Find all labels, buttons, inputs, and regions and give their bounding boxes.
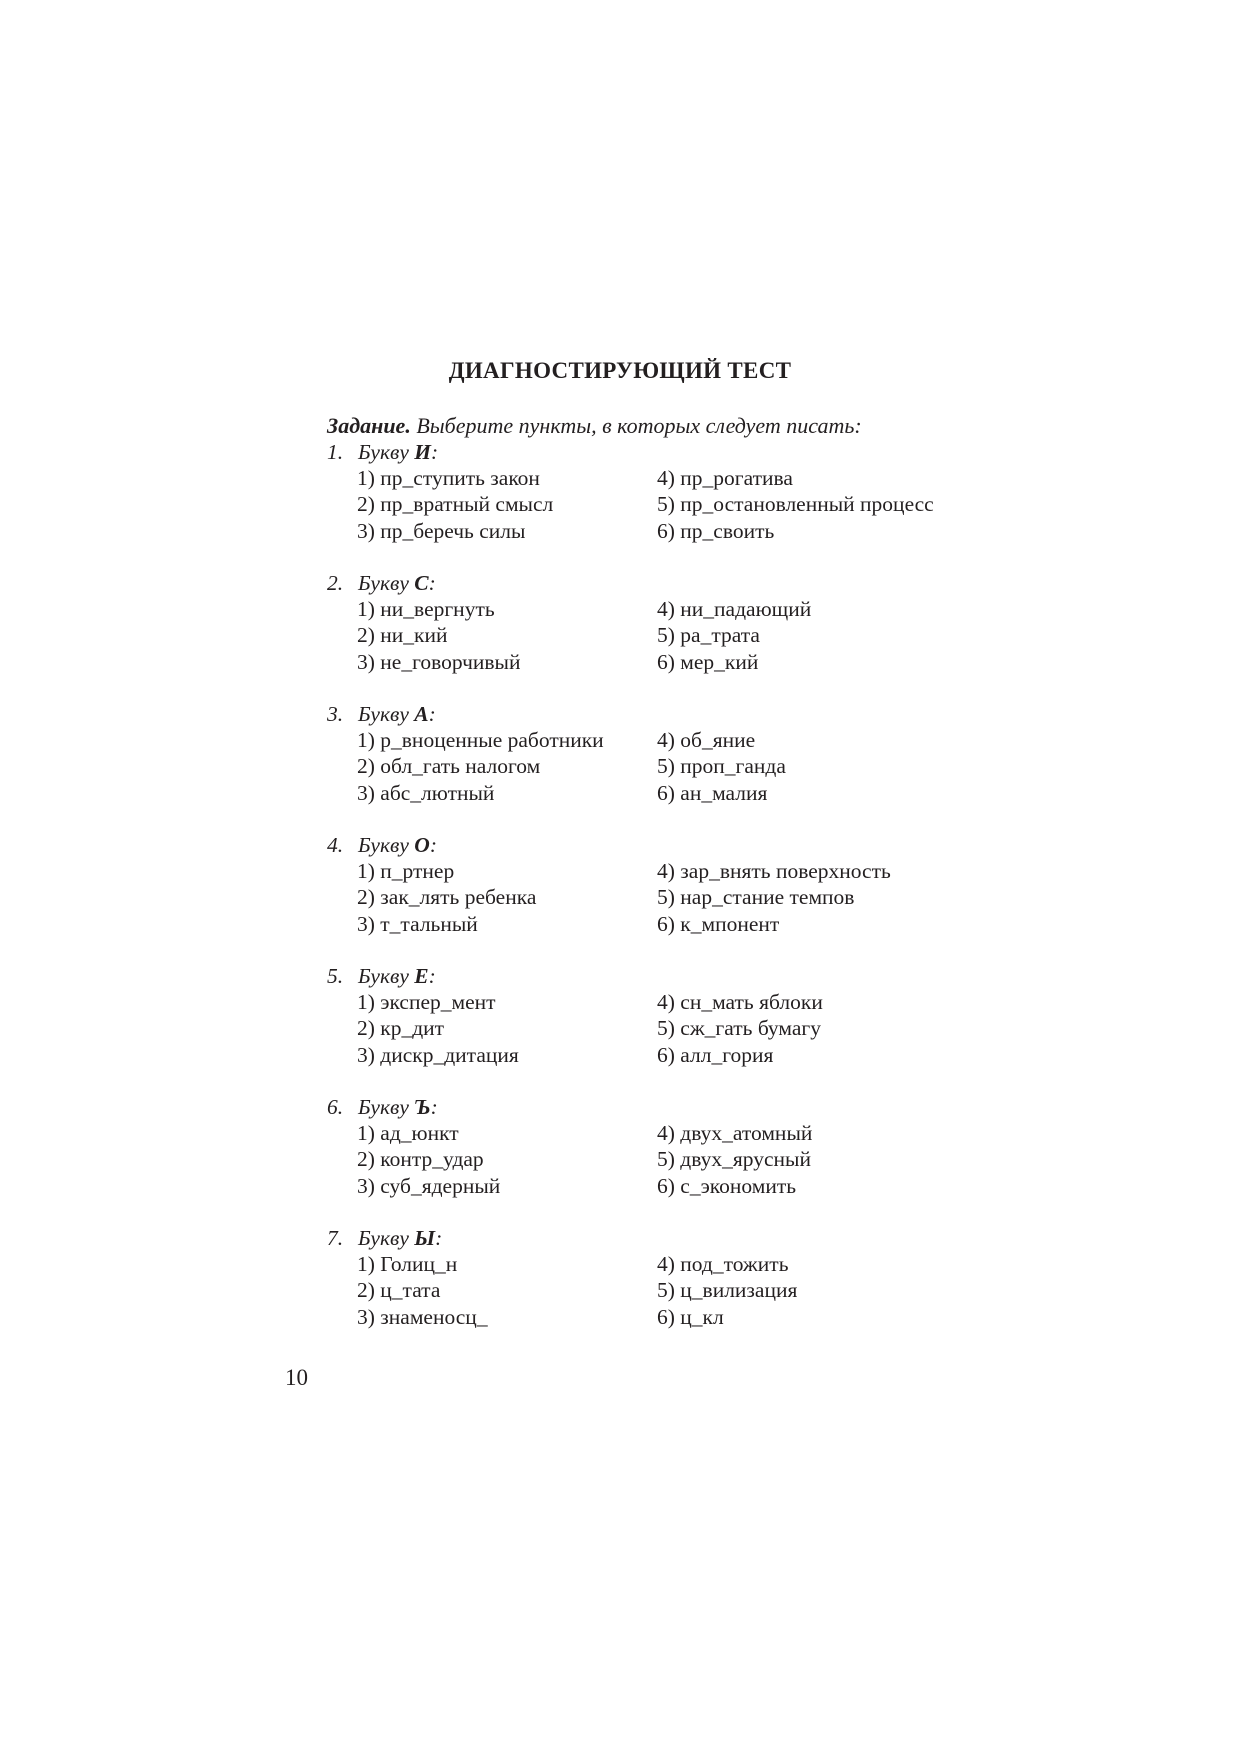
option-item: 2) ни_кий bbox=[357, 623, 448, 648]
task-suffix: : bbox=[430, 1095, 438, 1119]
option-row bbox=[327, 1173, 1027, 1199]
option-item: 3) абс_лютный bbox=[357, 780, 495, 805]
option-row bbox=[327, 622, 1027, 648]
task-number: 5. bbox=[327, 964, 344, 988]
option-row bbox=[327, 911, 1027, 937]
task-suffix: : bbox=[428, 702, 436, 726]
instruction-label: Задание. bbox=[327, 413, 411, 438]
option-item: 5) сж_гать бумагу bbox=[657, 1016, 821, 1041]
task-suffix: : bbox=[428, 571, 436, 595]
option-row bbox=[327, 884, 1027, 910]
option-item: 4) под_тожить bbox=[657, 1252, 789, 1276]
option-row bbox=[327, 727, 1027, 753]
option-item: 2) ц_тата bbox=[357, 1278, 441, 1303]
option-item: 1) ни_вергнуть bbox=[357, 597, 495, 621]
option-row bbox=[327, 780, 1027, 806]
option-item: 1) пр_ступить закон bbox=[357, 466, 540, 490]
task-instruction bbox=[327, 413, 862, 439]
option-item: 1) Голиц_н bbox=[357, 1252, 458, 1276]
option-item: 5) нар_стание темпов bbox=[657, 885, 855, 910]
option-row bbox=[327, 1277, 1027, 1303]
task-block bbox=[327, 570, 1027, 675]
page-title: ДИАГНОСТИРУЮЩИЙ ТЕСТ bbox=[448, 358, 792, 383]
option-item: 6) с_экономить bbox=[657, 1173, 797, 1198]
option-item: 5) двух_ярусный bbox=[657, 1147, 811, 1172]
task-heading bbox=[327, 701, 1027, 727]
option-item: 6) мер_кий bbox=[657, 649, 759, 674]
task-number: 2. bbox=[327, 571, 344, 595]
option-item: 6) ц_кл bbox=[657, 1304, 724, 1329]
option-item: 2) кр_дит bbox=[357, 1016, 445, 1041]
task-heading bbox=[327, 1225, 1027, 1251]
option-item: 2) обл_гать налогом bbox=[357, 754, 541, 779]
task-prefix: Букву bbox=[358, 1226, 415, 1250]
option-item: 4) пр_рогатива bbox=[657, 466, 793, 490]
option-row bbox=[327, 1251, 1027, 1277]
option-row bbox=[327, 989, 1027, 1015]
option-item: 5) ц_вилизация bbox=[657, 1278, 798, 1303]
option-item: 2) контр_удар bbox=[357, 1147, 484, 1172]
option-item: 1) р_вноценные работники bbox=[357, 728, 604, 752]
option-item: 1) ад_юнкт bbox=[357, 1121, 459, 1145]
option-item: 6) к_мпонент bbox=[657, 911, 780, 936]
task-number: 3. bbox=[327, 702, 344, 726]
option-row bbox=[327, 1042, 1027, 1068]
task-prefix: Букву bbox=[358, 571, 415, 595]
option-item: 1) экспер_мент bbox=[357, 990, 496, 1014]
task-letter: А bbox=[414, 702, 429, 726]
option-item: 3) дискр_дитация bbox=[357, 1042, 519, 1067]
task-prefix: Букву bbox=[358, 702, 415, 726]
task-heading bbox=[327, 963, 1027, 989]
option-item: 2) зак_лять ребенка bbox=[357, 885, 537, 910]
task-number: 7. bbox=[327, 1226, 344, 1250]
task-suffix: : bbox=[428, 964, 436, 988]
task-prefix: Букву bbox=[358, 1095, 415, 1119]
option-item: 5) ра_трата bbox=[657, 623, 760, 648]
task-heading bbox=[327, 439, 1027, 465]
option-item: 3) т_тальный bbox=[357, 911, 478, 936]
option-item: 3) пр_беречь силы bbox=[357, 518, 526, 543]
option-row bbox=[327, 465, 1027, 491]
option-item: 1) п_ртнер bbox=[357, 859, 455, 883]
task-heading bbox=[327, 570, 1027, 596]
task-letter: С bbox=[414, 571, 429, 595]
instruction-text: Выберите пункты, в которых следует писать: bbox=[410, 413, 862, 438]
option-item: 4) зар_внять поверхность bbox=[657, 859, 891, 883]
task-block bbox=[327, 701, 1027, 806]
option-row bbox=[327, 858, 1027, 884]
task-block bbox=[327, 439, 1027, 544]
option-item: 4) об_яние bbox=[657, 728, 756, 752]
task-block bbox=[327, 832, 1027, 937]
task-number: 4. bbox=[327, 833, 344, 857]
task-letter: Ъ bbox=[414, 1095, 431, 1119]
task-letter: Е bbox=[414, 964, 429, 988]
option-row bbox=[327, 753, 1027, 779]
option-item: 5) пр_остановленный процесс bbox=[657, 492, 934, 517]
task-prefix: Букву bbox=[358, 833, 415, 857]
page-number: 10 bbox=[285, 1365, 308, 1390]
task-suffix: : bbox=[431, 440, 439, 464]
option-row bbox=[327, 1304, 1027, 1330]
task-number: 1. bbox=[327, 440, 344, 464]
task-block bbox=[327, 1094, 1027, 1199]
task-letter: И bbox=[414, 440, 432, 464]
option-item: 3) суб_ядерный bbox=[357, 1173, 501, 1198]
option-item: 6) пр_своить bbox=[657, 518, 775, 543]
option-item: 4) ни_падающий bbox=[657, 597, 812, 621]
option-row bbox=[327, 1120, 1027, 1146]
task-letter: О bbox=[414, 833, 430, 857]
option-row bbox=[327, 491, 1027, 517]
task-heading bbox=[327, 832, 1027, 858]
task-block bbox=[327, 963, 1027, 1068]
option-row bbox=[327, 596, 1027, 622]
option-item: 2) пр_вратный смысл bbox=[357, 492, 554, 517]
option-item: 3) знаменосц_ bbox=[357, 1304, 488, 1329]
option-item: 6) ан_малия bbox=[657, 780, 768, 805]
task-suffix: : bbox=[429, 833, 437, 857]
option-row bbox=[327, 649, 1027, 675]
task-prefix: Букву bbox=[358, 964, 415, 988]
option-item: 3) не_говорчивый bbox=[357, 649, 521, 674]
task-heading bbox=[327, 1094, 1027, 1120]
option-row bbox=[327, 1015, 1027, 1041]
option-row bbox=[327, 1146, 1027, 1172]
option-item: 4) сн_мать яблоки bbox=[657, 990, 823, 1014]
task-suffix: : bbox=[435, 1226, 443, 1250]
option-item: 5) проп_ганда bbox=[657, 754, 786, 779]
option-row bbox=[327, 518, 1027, 544]
option-item: 4) двух_атомный bbox=[657, 1121, 813, 1145]
task-block bbox=[327, 1225, 1027, 1330]
option-item: 6) алл_гория bbox=[657, 1042, 774, 1067]
task-prefix: Букву bbox=[358, 440, 415, 464]
task-number: 6. bbox=[327, 1095, 344, 1119]
task-letter: Ы bbox=[414, 1226, 436, 1250]
